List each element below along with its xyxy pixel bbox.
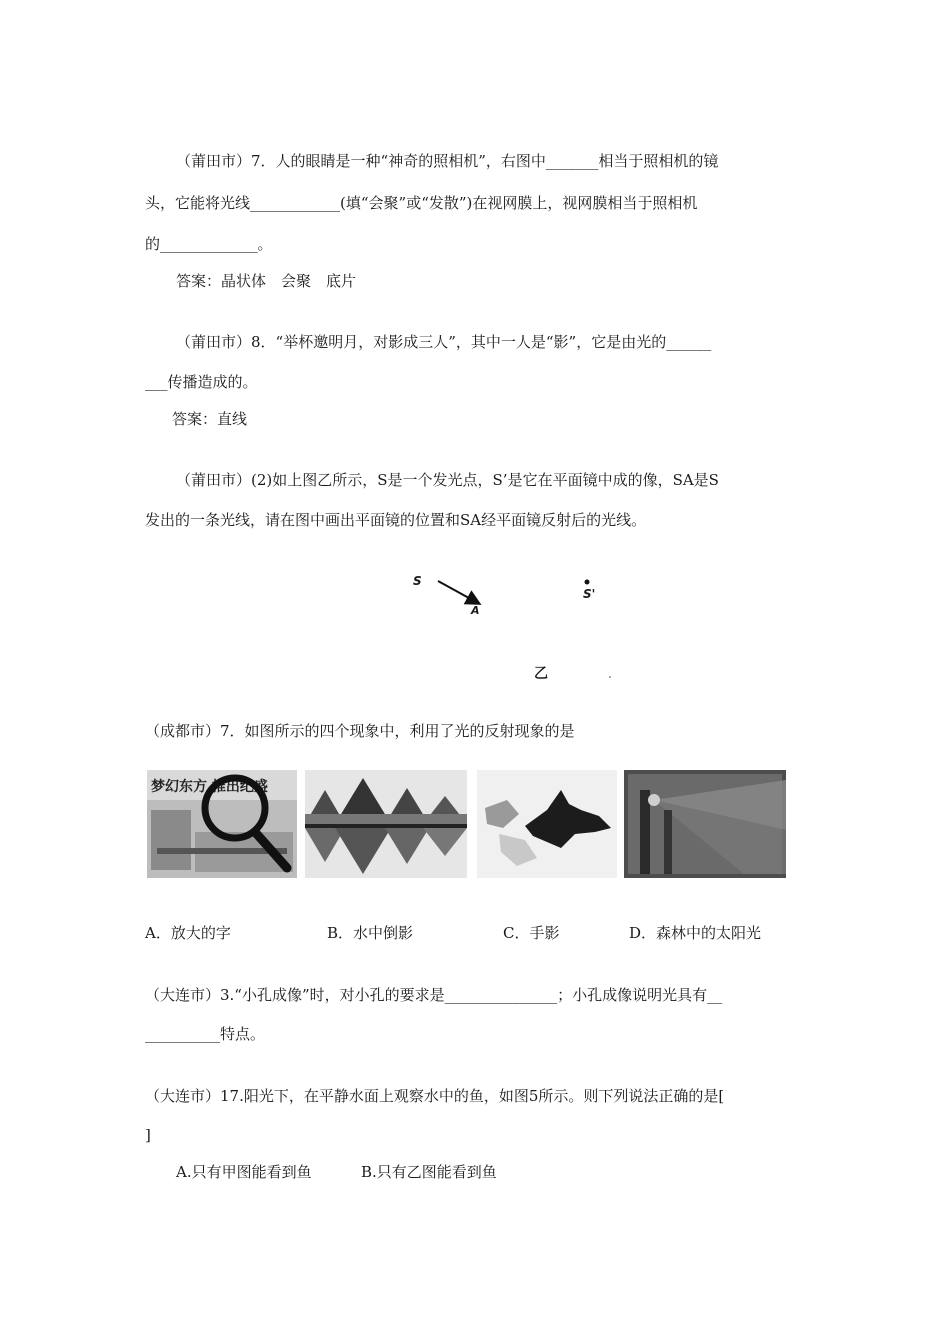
photo-water-reflection xyxy=(305,770,467,878)
q3-line-1: （莆田市）(2)如上图乙所示，S是一个发光点，S’是它在平面镜中成的像，SA是S xyxy=(176,471,719,489)
image-point-s-prime xyxy=(585,580,590,585)
q1-line-1: （莆田市）7．人的眼睛是一种“神奇的照相机”，右图中_______相当于照相机的镜 xyxy=(176,152,719,170)
mirror-diagram xyxy=(400,565,630,685)
option-a: A．放大的字 xyxy=(145,924,231,942)
reflection-drawing xyxy=(305,770,467,878)
q2-answer: 答案：直线 xyxy=(172,410,248,428)
light-ray-sa xyxy=(438,581,478,603)
q2-line-1: （莆田市）8．“举杯邀明月，对影成三人”，其中一人是“影”，它是由光的______ xyxy=(176,333,712,351)
q5-line-2: __________特点。 xyxy=(145,1025,266,1043)
option-b: B．水中倒影 xyxy=(327,924,414,942)
option-d: D．森林中的太阳光 xyxy=(629,924,762,942)
label-s-prime: S' xyxy=(583,587,596,601)
photo-hand-shadow xyxy=(477,770,617,878)
q4-line-1: （成都市）7．如图所示的四个现象中，利用了光的反射现象的是 xyxy=(145,722,575,740)
q6-option-a: A.只有甲图能看到鱼 xyxy=(176,1163,312,1181)
mirror-figure xyxy=(400,565,630,685)
magnified-text: 梦幻东方 推出纪盛 xyxy=(151,779,268,795)
q6-line-1: （大连市）17.阳光下，在平静水面上观察水中的鱼，如图5所示。则下列说法正确的是[ xyxy=(145,1087,725,1105)
q1-line-2: 头，它能将光线____________(填“会聚”或“发散”)在视网膜上，视网膜相当于照相机 xyxy=(145,194,698,212)
label-a: A xyxy=(471,604,480,617)
q2-line-2: ___传播造成的。 xyxy=(145,373,258,391)
figure-caption: 乙 xyxy=(534,666,548,682)
photo-forest-sunlight xyxy=(624,770,786,878)
q1-answer: 答案：晶状体 会聚 底片 xyxy=(176,272,357,290)
forest-drawing xyxy=(624,770,786,878)
hand-shadow-drawing xyxy=(477,770,617,878)
label-s: S xyxy=(413,574,422,588)
magnifier-drawing xyxy=(147,770,297,878)
q6-line-2: ] xyxy=(145,1126,151,1144)
q6-option-b: B.只有乙图能看到鱼 xyxy=(361,1163,497,1181)
q3-line-2: 发出的一条光线，请在图中画出平面镜的位置和SA经平面镜反射后的光线。 xyxy=(145,511,647,529)
photo-magnifier xyxy=(147,770,297,878)
page-dot xyxy=(609,676,611,678)
q1-line-3: 的_____________。 xyxy=(145,235,273,253)
q5-line-1: （大连市）3.“小孔成像”时，对小孔的要求是_______________；小孔成像说明光具有__ xyxy=(145,986,723,1004)
option-c: C．手影 xyxy=(503,924,560,942)
